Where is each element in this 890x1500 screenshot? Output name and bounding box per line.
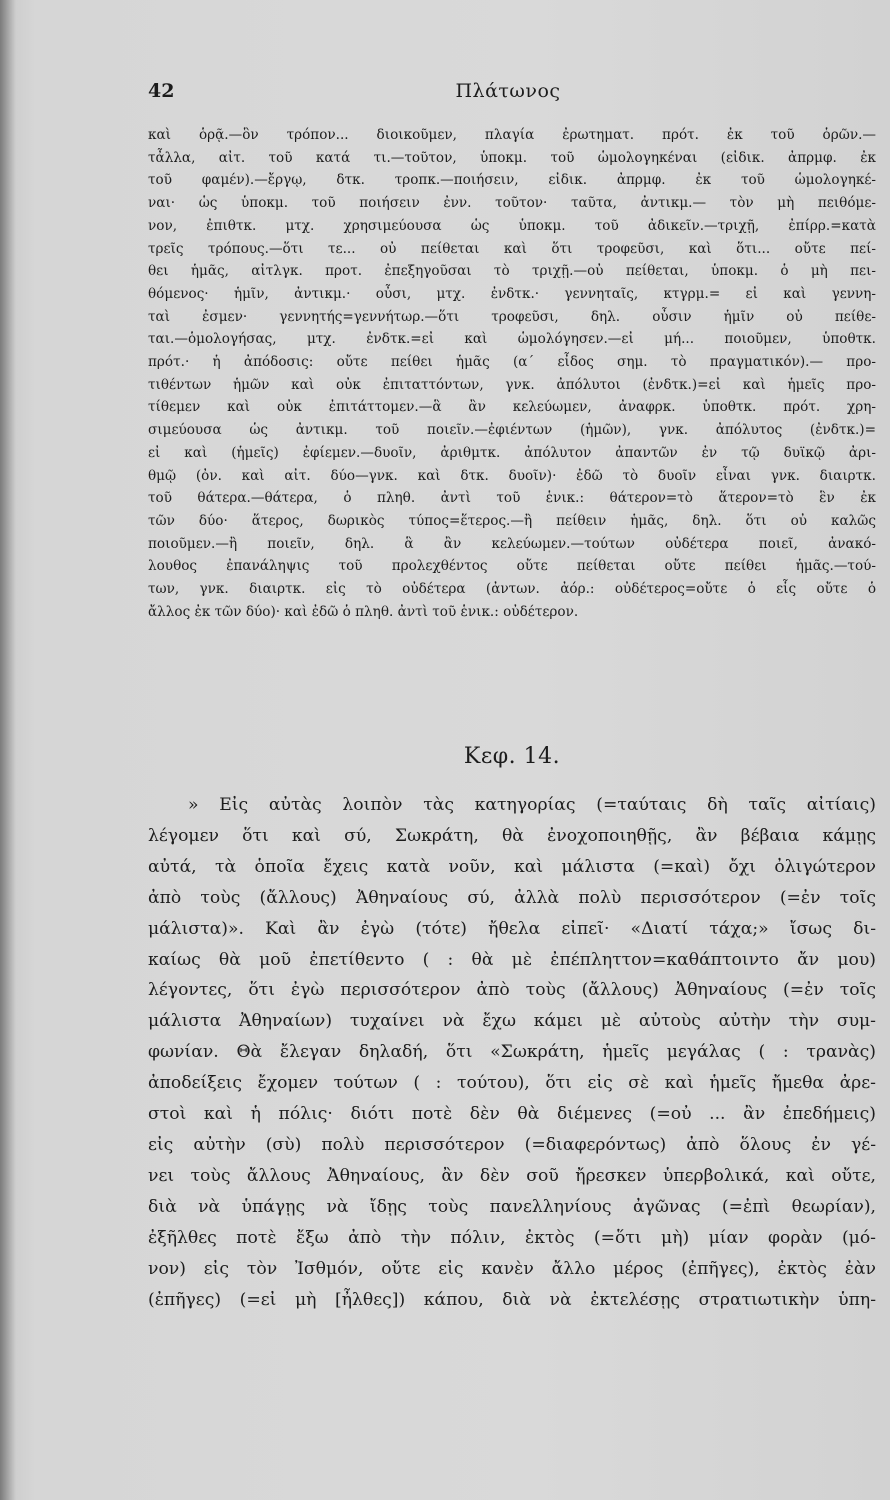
translation-line: εἰς αὐτὴν (σὺ) πολὺ περισσότερον (=διαφερόντως) ἀπὸ ὅλους ἐν γέ- [148,1134,876,1155]
commentary-line: τἆλλα, αἰτ. τοῦ κατά τι.—τοῦτον, ὑποκμ. τοῦ ὡμολογηκέναι (εἰδικ. ἀπρμφ. ἐκ [148,149,876,166]
translation-line: φωνίαν. Θὰ ἔλεγαν δηλαδή, ὅτι «Σωκράτη, ἡμεῖς μεγάλας ( : τρανὰς) [148,1042,876,1063]
commentary-line: νον, ἐπιθτκ. μτχ. χρησιμεύουσα ὡς ὑποκμ. τοῦ ἀδικεῖν.—τριχῇ, ἐπίρρ.=κατὰ [148,217,876,234]
commentary-line: τῶν δύο· ἅτερος, δωρικὸς τύπος=ἕτερος.—ἢ πείθειν ἡμᾶς, δηλ. ὅτι οὐ καλῶς [148,512,876,529]
commentary-line: θόμενος· ἡμῖν, ἀντικμ.· οὖσι, μτχ. ἐνδτκ.· γεννηταῖς, κτγρμ.= εἰ καὶ γεννη- [148,285,876,302]
translation-line: μάλιστα Ἀθηναίων) τυχαίνει νὰ ἔχω κάμει μὲ αὐτοὺς αὐτὴν τὴν συμ- [148,1011,876,1032]
translation-line: λέγομεν ὅτι καὶ σύ, Σωκράτη, θὰ ἐνοχοποιηθῇς, ἂν βέβαια κάμῃς [148,825,876,846]
commentary-line: θμῷ (ὀν. καὶ αἰτ. δύο—γνκ. καὶ δτκ. δυοῖν)· ἐδῶ τὸ δυοῖν εἶναι γνκ. διαιρτκ. [148,467,876,484]
chapter-title: Κεφ. 14. [463,744,561,769]
page-gutter-shadow [0,0,16,1500]
commentary-line: τιθέντων ἡμῶν καὶ οὐκ ἐπιταττόντων, γνκ. ἀπόλυτοι (ἐνδτκ.)=εἰ καὶ ἡμεῖς προ- [148,376,876,393]
commentary-line: τοῦ φαμέν).—ἔργῳ, δτκ. τροπκ.—ποιήσειν, εἰδικ. ἀπρμφ. ἐκ τοῦ ὡμολογηκέ- [148,172,876,189]
translation-line: μάλιστα)». Καὶ ἂν ἐγὼ (τότε) ἤθελα εἰπεῖ· «Διατί τάχα;» ἴσως δι- [148,918,876,939]
translation-line: ἀποδείξεις ἔχομεν τούτων ( : τούτου), ὅτι εἰς σὲ καὶ ἡμεῖς ἤμεθα ἀρε- [148,1073,876,1094]
translation-line: καίως θὰ μοῦ ἐπετίθεντο ( : θὰ μὲ ἐπέπληττον=καθάπτοιντο ἄν μου) [148,949,876,970]
commentary-line: πρότ.· ἡ ἀπόδοσις: οὔτε πείθει ἡμᾶς (α΄ εἶδος σημ. τὸ πραγματικόν).— προ- [148,354,876,371]
translation-line: αὐτά, τὰ ὁποῖα ἔχεις κατὰ νοῦν, καὶ μάλιστα (=καὶ) ὄχι ὀλιγώτερον [148,856,876,877]
translation-line: στοὶ καὶ ἡ πόλις· διότι ποτὲ δὲν θὰ διέμενες (=οὐ ... ἂν ἐπεδήμεις) [148,1104,876,1125]
translation-line: » Εἰς αὐτὰς λοιπὸν τὰς κατηγορίας (=ταύταις δὴ ταῖς αἰτίαις) [188,795,876,815]
translation-line: νει τοὺς ἄλλους Ἀθηναίους, ἂν δὲν σοῦ ἤρεσκεν ὑπερβολικά, καὶ οὔτε, [148,1165,876,1186]
commentary-line: τοῦ θάτερα.—θάτερα, ὁ πληθ. ἀντὶ τοῦ ἑνικ.: θάτερον=τὸ ἅτερον=τὸ ἓν ἐκ [148,490,876,507]
commentary-line: τίθεμεν καὶ οὐκ ἐπιτάττομεν.—ἃ ἂν κελεύωμεν, ἀναφρκ. ὑποθτκ. πρότ. χρη- [148,399,876,416]
commentary-line: θει ἡμᾶς, αἰτλγκ. προτ. ἐπεξηγοῦσαι τὸ τριχῇ.—οὐ πείθεται, ὑποκμ. ὁ μὴ πει- [148,263,876,280]
translation-line: (ἐπῆγες) (=εἰ μὴ [ἦλθες]) κάπου, διὰ νὰ ἐκτελέσῃς στρατιωτικὴν ὑπη- [148,1289,876,1310]
commentary-line: των, γνκ. διαιρτκ. εἰς τὸ οὐδέτερα (ἀντων. ἀόρ.: οὐδέτερος=οὔτε ὁ εἷς οὔτε ὁ [148,581,876,598]
running-title: Πλάτωνος [455,80,561,102]
translation-line: νον) εἰς τὸν Ἰσθμόν, οὔτε εἰς κανὲν ἄλλο μέρος (ἐπῆγες), ἐκτὸς ἐὰν [148,1258,876,1279]
commentary-line: τρεῖς τρόπους.—ὅτι τε... οὐ πείθεται καὶ ὅτι τροφεῦσι, καὶ ὅτι... οὔτε πεί- [148,240,876,257]
commentary-line: εἰ καὶ (ἡμεῖς) ἐφίεμεν.—δυοῖν, ἀριθμτκ. ἀπόλυτον ἀπαντῶν ἐν τῷ δυϊκῷ ἀρι- [148,444,876,461]
translation-line: ἐξῆλθες ποτὲ ἔξω ἀπὸ τὴν πόλιν, ἐκτὸς (=ὅτι μὴ) μίαν φορὰν (μό- [148,1227,876,1248]
commentary-line: ται.—ὁμολογήσας, μτχ. ἐνδτκ.=εἰ καὶ ὡμολόγησεν.—εἰ μή... ποιοῦμεν, ὑποθτκ. [148,331,876,348]
page-number: 42 [148,80,175,102]
translation-line: λέγοντες, ὅτι ἐγὼ περισσότερον ἀπὸ τοὺς (ἄλλους) Ἀθηναίους (=ἐν τοῖς [148,980,876,1001]
page-header [148,80,868,108]
translation-line: ἀπὸ τοὺς (ἄλλους) Ἀθηναίους σύ, ἀλλὰ πολὺ περισσότερον (=ἐν τοῖς [148,887,876,908]
commentary-line: ἄλλος ἐκ τῶν δύο)· καὶ ἐδῶ ὁ πληθ. ἀντὶ τοῦ ἑνικ.: οὐδέτερον. [148,603,579,620]
commentary-line: ταὶ ἐσμεν· γεννητής=γεννήτωρ.—ὅτι τροφεῦσι, δηλ. οὖσιν ἡμῖν οὐ πείθε- [148,308,876,325]
commentary-notes [148,124,876,623]
translation-text [148,790,876,1315]
commentary-line: ναι· ὡς ὑποκμ. τοῦ ποιήσειν ἐνν. τοῦτον· ταῦτα, ἀντικμ.— τὸν μὴ πειθόμε- [148,195,876,212]
commentary-line: σιμεύουσα ὡς ἀντικμ. τοῦ ποιεῖν.—ἐφιέντων (ἡμῶν), γνκ. ἀπόλυτος (ἐνδτκ.)= [148,422,876,439]
commentary-line: λουθος ἐπανάληψις τοῦ προλεχθέντος οὔτε πείθεται οὔτε πείθει ἡμᾶς.—τού- [148,558,876,575]
commentary-line: ποιοῦμεν.—ἢ ποιεῖν, δηλ. ἃ ἂν κελεύωμεν.—τούτων οὐδέτερα ποιεῖ, ἀνακό- [148,535,876,552]
commentary-line: καὶ ὁρᾷ.—ὃν τρόπον... διοικοῦμεν, πλαγία ἐρωτηματ. πρότ. ἐκ τοῦ ὁρῶν.— [148,127,876,143]
translation-line: διὰ νὰ ὑπάγῃς νὰ ἴδῃς τοὺς πανελληνίους ἀγῶνας (=ἐπὶ θεωρίαν), [148,1196,876,1217]
